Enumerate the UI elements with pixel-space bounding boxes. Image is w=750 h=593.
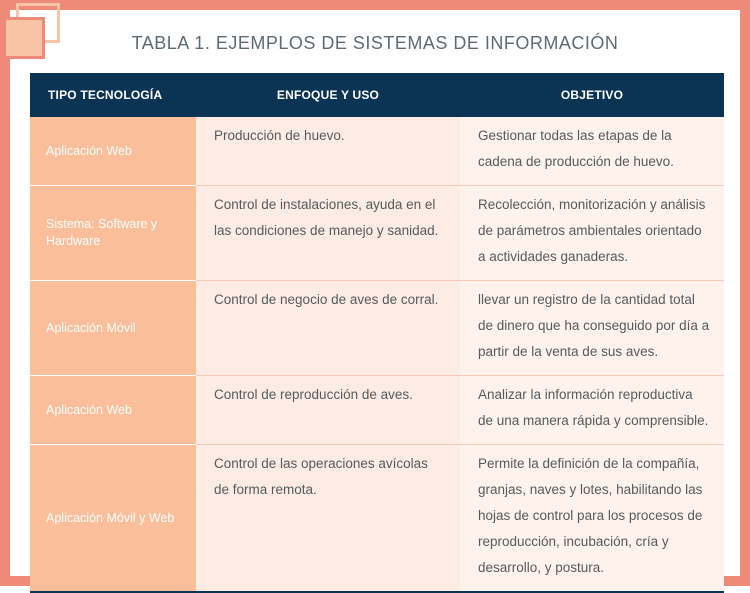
cell-enfoque: Producción de huevo. [196,117,460,186]
cell-tipo: Sistema: Software y Hardware [30,186,196,281]
cell-objetivo: Analizar la información reproductiva de una manera rápida y comprensible. [460,376,724,445]
header-row [30,73,724,117]
cell-objetivo: llevar un registro de la cantidad total de dinero que ha conseguido por día a partir de la venta de sus aves. [460,281,724,376]
table-title: TABLA 1. EJEMPLOS DE SISTEMAS DE INFORMACIÓN [131,33,619,53]
table-row [30,445,724,593]
cell-tipo: Aplicación Web [30,117,196,186]
cell-tipo: Aplicación Móvil y Web [30,445,196,593]
header-tipo: TIPO TECNOLOGÍA [30,73,196,117]
decorative-squares [0,0,64,64]
table-row [30,186,724,281]
cell-enfoque: Control de instalaciones, ayuda en el las condiciones de manejo y sanidad. [196,186,460,281]
cell-tipo: Aplicación Web [30,376,196,445]
cell-enfoque: Control de reproducción de aves. [196,376,460,445]
header-objetivo: OBJETIVO [460,73,724,117]
header-enfoque: ENFOQUE Y USO [196,73,460,117]
systems-table [30,73,724,593]
table-row [30,281,724,376]
table-row [30,376,724,445]
cell-objetivo: Recolección, monitorización y análisis de parámetros ambientales orientado a actividades ganaderas. [460,186,724,281]
table-row [30,117,724,186]
cell-enfoque: Control de negocio de aves de corral. [196,281,460,376]
cell-enfoque: Control de las operaciones avícolas de forma remota. [196,445,460,593]
cell-objetivo: Gestionar todas las etapas de la cadena de producción de huevo. [460,117,724,186]
cell-tipo: Aplicación Móvil [30,281,196,376]
cell-objetivo: Permite la definición de la compañía, granjas, naves y lotes, habilitando las hojas de control para los procesos de reproducción, incubación, cría y desarrollo, y postura. [460,445,724,593]
